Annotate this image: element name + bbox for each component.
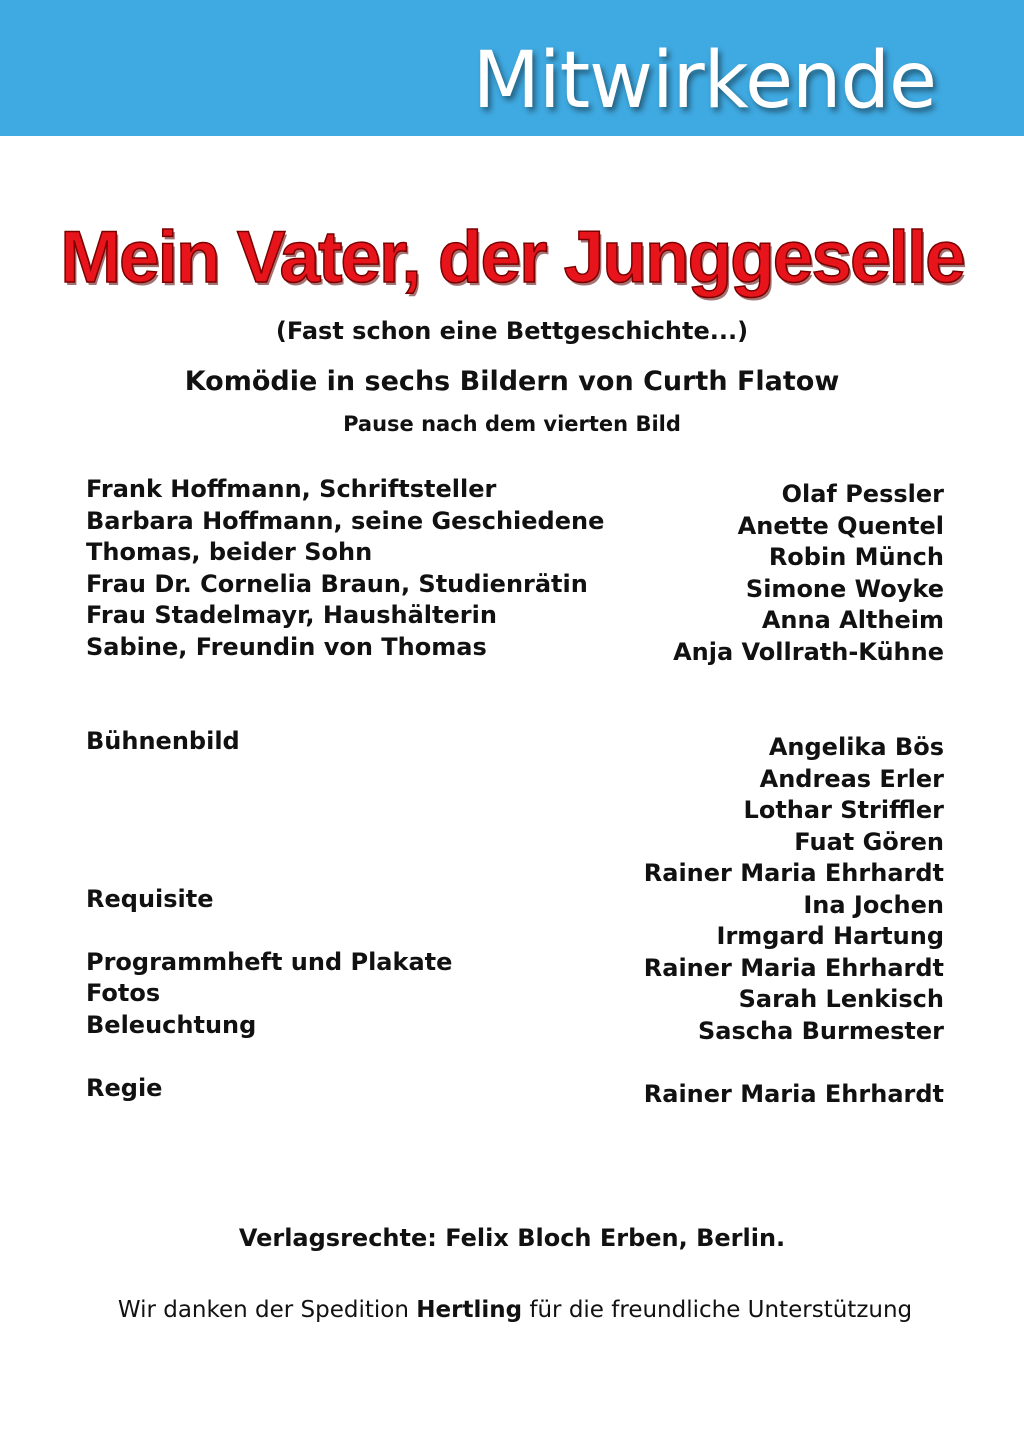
crew-label-requisite: Requisite [86,884,214,913]
cast-roles [86,474,604,663]
crew-name: Andreas Erler [759,764,944,793]
cast-actor: Anna Altheim [761,606,944,634]
cast-role: Thomas, beider Sohn [86,538,373,566]
crew-name: Rainer Maria Ehrhardt [643,859,944,887]
pause-note: Pause nach dem vierten Bild [343,412,681,436]
page-title: Mitwirkende [472,36,936,126]
play-subtitle: (Fast schon eine Bettgeschichte...) [275,317,749,345]
cast-role: Frau Stadelmayr, Haushälterin [86,601,497,629]
header-band [0,0,1024,136]
thanks-text-after: für die freundliche Unterstützung [522,1297,913,1323]
cast-role: Sabine, Freundin von Thomas [86,632,487,661]
cast-role: Barbara Hoffmann, seine Geschiedene [86,506,605,535]
cast-actor: Anja Vollrath-Kühne [673,637,944,666]
crew-names [644,732,944,1110]
crew-label-regie: Regie [86,1073,163,1102]
crew-regie-name: Rainer Maria Ehrhardt [643,1079,944,1108]
crew-name: Lothar Striffler [743,796,944,824]
cast-actors [673,479,944,668]
crew-label-beleuchtung: Beleuchtung [86,1010,257,1039]
crew-name: Rainer Maria Ehrhardt [643,953,944,982]
cast-actor: Robin Münch [768,543,944,571]
play-genre: Komödie in sechs Bildern von Curth Flatow [184,366,840,397]
crew-label-fotos: Fotos [86,979,161,1007]
thanks-company: Hertling [416,1297,523,1323]
crew-name: Angelika Bös [768,733,944,761]
play-title: Mein Vater, der Junggeselle [60,217,964,298]
crew-name: Ina Jochen [803,890,944,919]
thanks-text-before: Wir danken der Spedition [117,1297,417,1323]
cast-actor: Anette Quentel [737,511,944,540]
publishing-rights: Verlagsrechte: Felix Bloch Erben, Berlin. [238,1224,786,1252]
cast-actor: Olaf Pessler [781,480,944,508]
crew-label-buehnenbild: Bühnenbild [86,727,240,755]
thanks-note [0,1294,1024,1326]
crew-labels [86,726,452,1104]
crew-name: Fuat Gören [794,827,944,856]
cast-actor: Simone Woyke [745,574,944,603]
crew-name: Sarah Lenkisch [738,985,944,1013]
cast-role: Frank Hoffmann, Schriftsteller [86,475,497,503]
crew-name: Irmgard Hartung [716,922,944,950]
crew-label-programmheft: Programmheft und Plakate [86,947,453,976]
crew-name: Sascha Burmester [698,1016,944,1045]
cast-role: Frau Dr. Cornelia Braun, Studienrätin [86,569,588,598]
